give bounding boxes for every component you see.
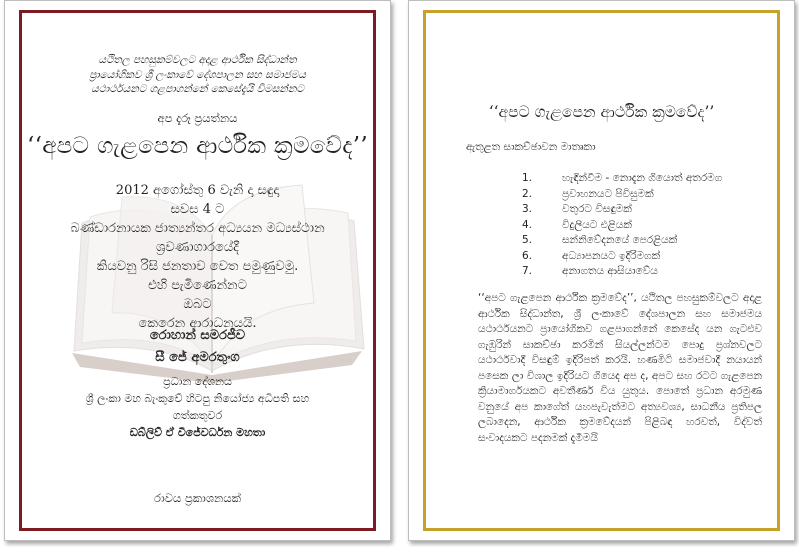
intro-text [22, 53, 373, 97]
chief-speech [22, 373, 373, 441]
chapter-number: 3. [522, 203, 533, 215]
list-item [522, 187, 762, 203]
event-hall: ශ්‍රවණාගාරයේදී [156, 240, 239, 255]
book-description: ‘‘අපට ගැළපෙන ආර්ථික ක්‍රමවේද’’, යථිතල පහසුකම්වලට අදාළ ආර්ථික සිද්ධාන්ත, ශ්‍රී ලංකාවේ දේශපාලන සහ සමාජමය යථාර්ථයනට ප්‍රායෝගිකව ගළපාගන්නේ කෙසේද යන ගැටළුව ගැඹුරින් සාකච්ඡා කරමින් සියල්ලන්ටම පොදු ප්‍රශ්නවලට යථාර්ථවාදී විසඳුම් ඉදිරිපත් කරයි. හණමිටි සමාජවාදී නයායන් පසෙක ලා විශාල ඉදිරියට ගියෙද අප ද, අපට සහ රටට ගැළපෙන ක්‍රියාමාර්ගයකට අවතීර්ණ විය යුතුය. පොතේ ප්‍රධාන අරමුණ වනුයේ අප කාගේත් යහපැවැත්මට අත්‍යවශ්‍ය, සාධනීය ප්‍රතිපල ලබාදෙන, ආර්ථික ක්‍රමවේදයන් පිළිබඳ හරවත්, විද්වත් සංවාදයකට පදනමක් දැමීමයි [478, 292, 762, 444]
chapter-title: සන්නිවේදනයේ පෙරළියක් [562, 234, 678, 246]
event-detail-line: කියවනු රිසි ජනතාව වෙත පමුණුවමු. [96, 259, 299, 274]
chapter-number: 1. [522, 172, 533, 184]
chapter-number: 5. [522, 234, 533, 246]
contents-border [423, 10, 780, 531]
chief-speaker-name: ඩබ්ලිව් ඒ විජේවර්ධන මහතා [129, 426, 266, 439]
invitation-page [4, 0, 391, 541]
chief-speaker-title: ශ්‍රී ලංකා මහ බැංකුවේ හිටපු නියෝජ්‍ය අධිපති සහ [85, 392, 310, 405]
author-name: සී ජේ අමරතුංග [155, 350, 240, 365]
chapter-title: වතුරට විසඳුමක් [562, 203, 632, 215]
list-item [522, 264, 762, 280]
chief-speech-label: ප්‍රධාන දේශනය [163, 375, 232, 388]
chapter-number: 2. [522, 187, 533, 200]
list-item [522, 202, 762, 218]
event-detail-line: එහි පැමිණෙන්නට [148, 278, 247, 293]
chapter-number: 4. [522, 218, 533, 231]
chapter-title: අනාගතය ආසියාවේය [562, 265, 658, 277]
list-item [522, 233, 762, 249]
intro-line: යථාර්ථයනට ගළපාගන්නේ කෙසේදැයි විමසන්නට [91, 83, 304, 95]
chapter-list [522, 171, 762, 280]
intro-line: යථිතල පහසුකම්වලට අදාළ ආර්ථික සිද්ධාන්ත [98, 54, 297, 66]
book-title: ‘‘අපට ගැළපෙන ආර්ථික ක්‍රමවේද’’ [26, 133, 369, 159]
chapter-number: 7. [522, 265, 533, 277]
publisher-line: රාවය ප්‍රකාශනයක් [154, 491, 241, 505]
event-detail-line: කෙරෙන ආරාධනයයි. [138, 316, 257, 331]
presentation-line: අප දැරූ ප්‍රයත්නය [157, 111, 238, 125]
author-names [22, 325, 373, 369]
book-title: ‘‘අපට ගැළපෙන ආර්ථික ක්‍රමවේද’’ [488, 103, 715, 121]
chapter-title: විදුලියට එළියක් [562, 218, 632, 231]
event-date: 2012 අගෝස්තු 6 වැනි දා සඳුදා [115, 183, 280, 198]
list-item [522, 218, 762, 234]
list-item [522, 171, 762, 187]
contents-heading: ඇතුළත සාකච්ඡාවන මාතෘකා [466, 141, 596, 153]
contents-page [408, 0, 795, 541]
event-time: සවස 4 ට [170, 202, 225, 217]
invitation-border [19, 10, 376, 531]
event-details [22, 181, 373, 333]
chapter-title: අධ්‍යාපනයට ඉදිරිමගක් [562, 249, 661, 262]
author-name: රොහාන් සමරජීව [149, 328, 246, 343]
event-detail-line: ඔබට [183, 297, 212, 312]
list-item [522, 249, 762, 265]
chief-speaker-role: ගත්කතුවර [172, 409, 223, 422]
event-venue: බණ්ඩාරනායක ජාත්‍යන්තර අධ්‍යයන මධ්‍යස්ථාන [70, 221, 325, 236]
chapter-title: හැඳින්වීම - නොදැන ගියොත් අතරමග [562, 172, 723, 184]
intro-line: ප්‍රායෝගිකව ශ්‍රී ලංකාවේ දේශපාලන සහ සමාජමය [89, 68, 306, 81]
chapter-title: ප්‍රවාහනයට පිවිසුමක් [562, 187, 654, 200]
chapter-number: 6. [522, 249, 533, 262]
